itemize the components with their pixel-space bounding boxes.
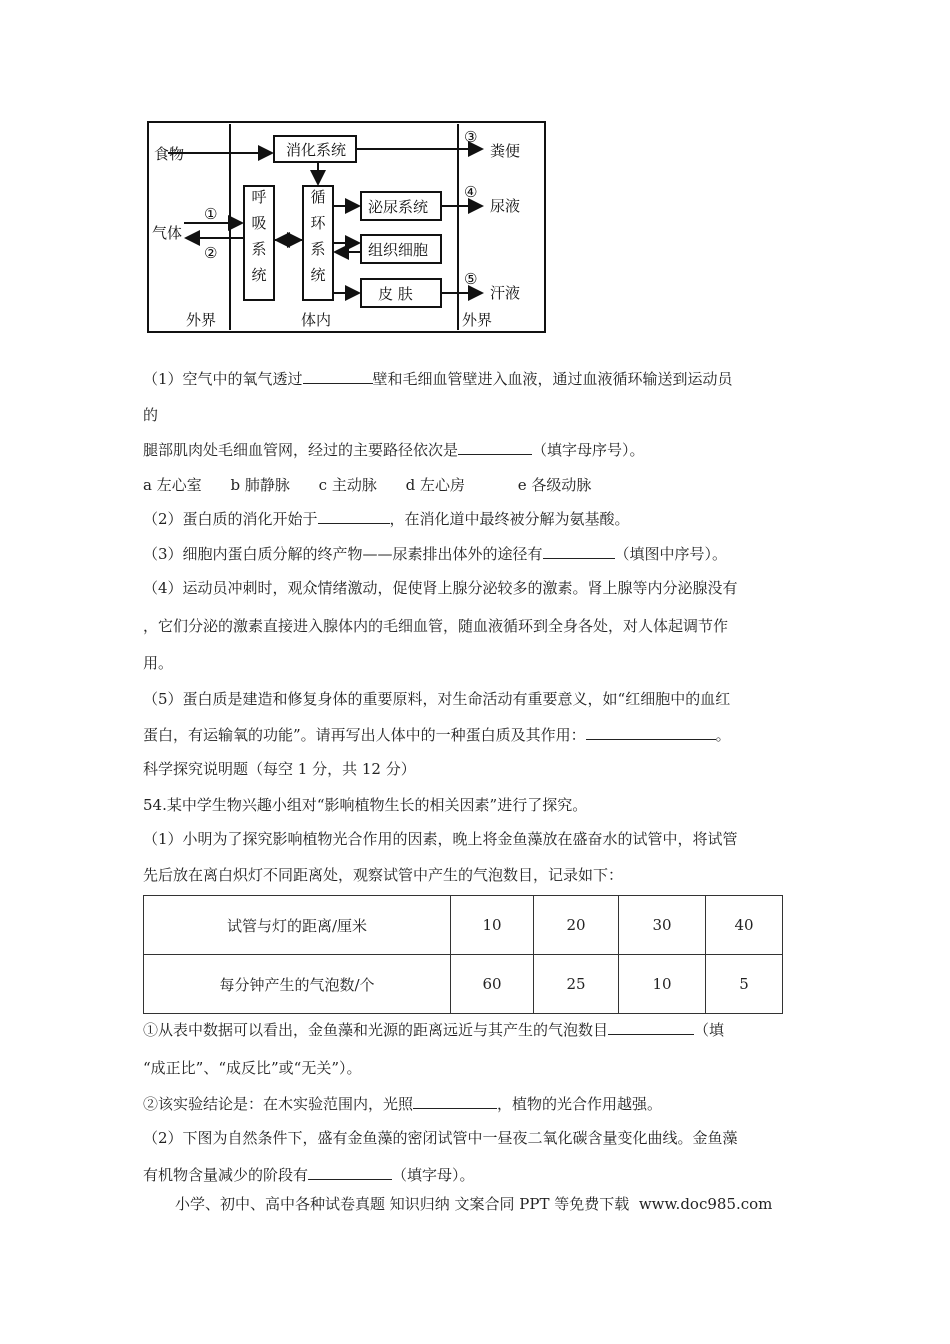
answer-blank[interactable] bbox=[543, 544, 615, 559]
q54-p1-line1: （1）小明为了探究影响植物光合作用的因素，晚上将金鱼藻放在盛奋水的试管中，将试管 bbox=[143, 830, 738, 848]
urinary-label: 泌尿系统 bbox=[368, 198, 429, 216]
q2-line: （2）蛋白质的消化开始于 ，在消化道中最终被分解为氨基酸。 bbox=[143, 510, 630, 528]
q54-sub1-line1: ①从表中数据可以看出，金鱼藻和光源的距离远近与其产生的气泡数目 （填 bbox=[143, 1021, 725, 1039]
number-1: ① bbox=[204, 205, 218, 223]
respiratory-label: 呼吸系统 bbox=[251, 188, 267, 284]
answer-blank[interactable] bbox=[458, 440, 532, 455]
footer-text: 小学、初中、高中各种试卷真题 知识归纳 文案合同 PPT 等免费下载 bbox=[175, 1195, 630, 1213]
digestive-label: 消化系统 bbox=[286, 141, 347, 159]
q4-line3: 用。 bbox=[143, 654, 174, 672]
answer-blank[interactable] bbox=[608, 1020, 694, 1035]
q54-sub1-line2: “成正比”、“成反比”或“无关”）。 bbox=[143, 1059, 362, 1077]
circulatory-label: 循环系统 bbox=[310, 188, 326, 284]
q4-line1: （4）运动员冲刺时，观众情绪激动，促使肾上腺分泌较多的激素。肾上腺等内分泌腺没有 bbox=[143, 579, 738, 597]
row1-label: 试管与灯的距离/厘米 bbox=[144, 896, 451, 955]
answer-blank[interactable] bbox=[303, 369, 373, 384]
outside-left-label: 外界 bbox=[186, 311, 217, 329]
inside-label: 体内 bbox=[301, 311, 332, 329]
urine-label: 尿液 bbox=[490, 197, 521, 215]
row2-label: 每分钟产生的气泡数/个 bbox=[144, 955, 451, 1014]
q1-options bbox=[143, 475, 591, 495]
q54-p2-line1: （2）下图为自然条件下，盛有金鱼藻的密闭试管中一昼夜二氧化碳含量变化曲线。金鱼藻 bbox=[143, 1129, 738, 1147]
footer bbox=[175, 1193, 772, 1214]
feces-label: 粪便 bbox=[490, 142, 521, 160]
table-cell: 60 bbox=[451, 955, 534, 1014]
table-cell: 20 bbox=[534, 896, 619, 955]
q4-line2: ，它们分泌的激素直接进入腺体内的毛细血管，随血液循环到全身各处，对人体起调节作 bbox=[143, 617, 729, 635]
q5-line2: 蛋白，有运输氧的功能”。请再写出人体中的一种蛋白质及其作用： 。 bbox=[143, 726, 731, 744]
table-cell: 10 bbox=[619, 955, 706, 1014]
table-cell: 40 bbox=[706, 896, 783, 955]
q1-line1: （1）空气中的氧气透过 壁和毛细血管壁进入血液，通过血液循环输送到运动员 bbox=[143, 370, 733, 388]
option-b: b 肺静脉 bbox=[230, 476, 290, 494]
gas-label: 气体 bbox=[152, 224, 183, 242]
food-label: 食物 bbox=[154, 145, 185, 163]
bubble-count-table bbox=[143, 895, 783, 1014]
q54-title: 54.某中学生物兴趣小组对“影响植物生长的相关因素”进行了探究。 bbox=[143, 796, 588, 814]
table-row bbox=[144, 955, 783, 1014]
number-4: ④ bbox=[464, 183, 478, 201]
table-row bbox=[144, 896, 783, 955]
option-c: c 主动脉 bbox=[318, 476, 377, 494]
q5-line1: （5）蛋白质是建造和修复身体的重要原料，对生命活动有重要意义，如“红细胞中的血红 bbox=[143, 690, 731, 708]
footer-url[interactable]: www.doc985.com bbox=[638, 1195, 773, 1213]
option-d: d 左心房 bbox=[405, 476, 465, 494]
answer-blank[interactable] bbox=[413, 1094, 497, 1109]
body-systems-diagram bbox=[146, 120, 547, 334]
table-cell: 30 bbox=[619, 896, 706, 955]
sweat-label: 汗液 bbox=[490, 284, 521, 302]
table-cell: 25 bbox=[534, 955, 619, 1014]
number-3: ③ bbox=[464, 128, 478, 146]
outside-right-label: 外界 bbox=[462, 311, 493, 329]
table-cell: 5 bbox=[706, 955, 783, 1014]
q54-sub2-line: ②该实验结论是：在木实验范围内，光照 ，植物的光合作用越强。 bbox=[143, 1095, 663, 1113]
q54-p2-line2: 有机物含量减少的阶段有 （填字母）。 bbox=[143, 1166, 475, 1184]
tissue-label: 组织细胞 bbox=[368, 241, 429, 259]
section-title: 科学探究说明题（每空 1 分，共 12 分） bbox=[143, 760, 416, 778]
q54-p1-line2: 先后放在离白炽灯不同距离处，观察试管中产生的气泡数目，记录如下： bbox=[143, 866, 624, 884]
number-5: ⑤ bbox=[464, 270, 478, 288]
answer-blank[interactable] bbox=[318, 509, 390, 524]
skin-label: 皮 肤 bbox=[378, 285, 413, 303]
answer-blank[interactable] bbox=[308, 1165, 392, 1180]
number-2: ② bbox=[204, 244, 218, 262]
q1-line3: 腿部肌肉处毛细血管网，经过的主要路径依次是 （填字母序号）。 bbox=[143, 441, 645, 459]
table-cell: 10 bbox=[451, 896, 534, 955]
option-e: e 各级动脉 bbox=[517, 476, 592, 494]
q3-line: （3）细胞内蛋白质分解的终产物——尿素排出体外的途径有 （填图中序号）。 bbox=[143, 545, 728, 563]
q1-line2: 的 bbox=[143, 406, 159, 424]
option-a: a 左心室 bbox=[143, 476, 202, 494]
answer-blank[interactable] bbox=[586, 725, 716, 740]
